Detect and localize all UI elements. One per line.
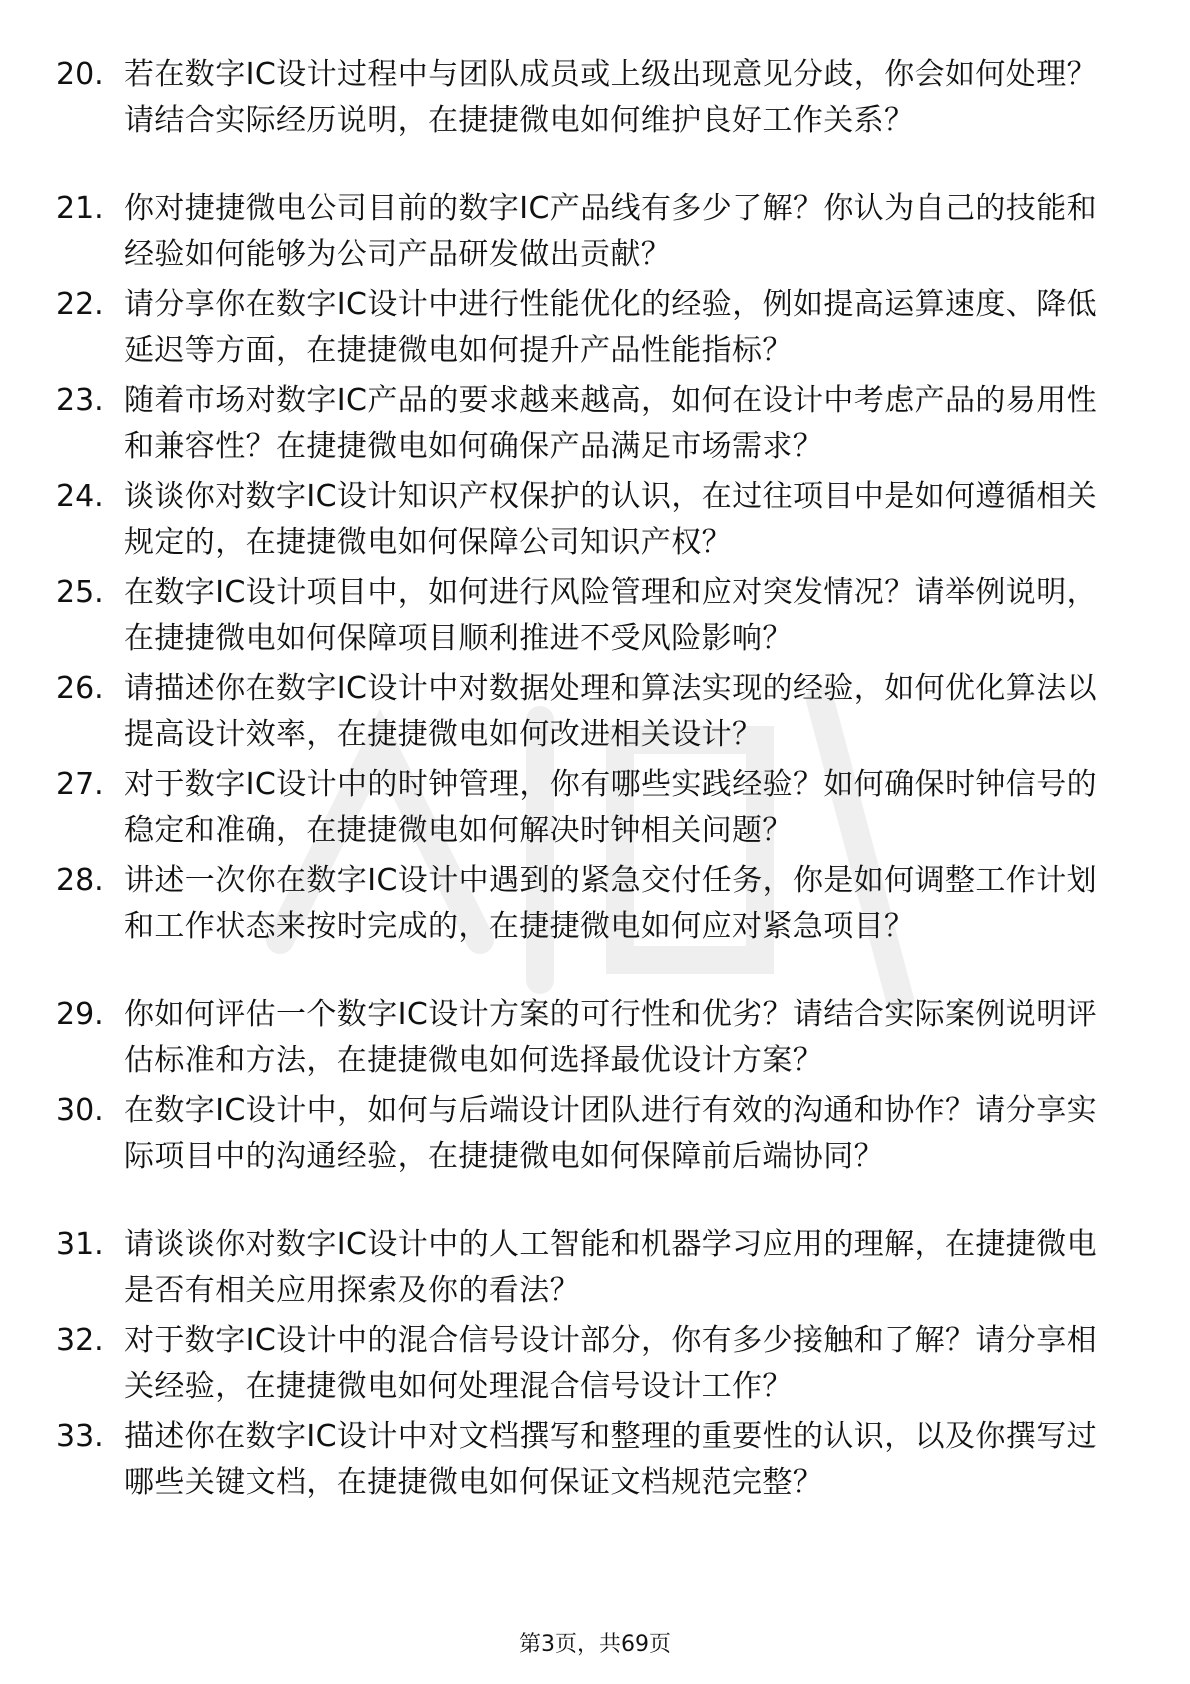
question-text: 若在数字IC设计过程中与团队成员或上级出现意见分歧，你会如何处理？请结合实际经历说明，在捷捷微电如何维护良好工作关系？: [124, 57, 1097, 138]
question-text: 在数字IC设计项目中，如何进行风险管理和应对突发情况？请举例说明，在捷捷微电如何保障项目顺利推进不受风险影响？: [124, 575, 1097, 656]
question-number: 29.: [56, 997, 104, 1032]
question-number: 23.: [56, 383, 104, 418]
question-24: [56, 474, 1116, 566]
question-number: 33.: [56, 1419, 104, 1454]
question-26: [56, 666, 1116, 758]
question-text: 请谈谈你对数字IC设计中的人工智能和机器学习应用的理解，在捷捷微电是否有相关应用探索及你的看法？: [124, 1227, 1097, 1308]
question-27: [56, 762, 1116, 854]
question-number: 22.: [56, 287, 104, 322]
question-number: 24.: [56, 479, 104, 514]
question-30: [56, 1088, 1116, 1180]
question-number: 26.: [56, 671, 104, 706]
question-text: 在数字IC设计中，如何与后端设计团队进行有效的沟通和协作？请分享实际项目中的沟通经验，在捷捷微电如何保障前后端协同？: [124, 1093, 1097, 1174]
question-text: 谈谈你对数字IC设计知识产权保护的认识，在过往项目中是如何遵循相关规定的，在捷捷微电如何保障公司知识产权？: [124, 479, 1097, 560]
question-number: 25.: [56, 575, 104, 610]
question-28: [56, 858, 1116, 950]
question-number: 32.: [56, 1323, 104, 1358]
question-number: 27.: [56, 767, 104, 802]
question-22: [56, 282, 1116, 374]
question-text: 对于数字IC设计中的混合信号设计部分，你有多少接触和了解？请分享相关经验，在捷捷微电如何处理混合信号设计工作？: [124, 1323, 1097, 1404]
question-23: [56, 378, 1116, 470]
question-text: 你如何评估一个数字IC设计方案的可行性和优劣？请结合实际案例说明评估标准和方法，在捷捷微电如何选择最优设计方案？: [124, 997, 1097, 1078]
question-number: 30.: [56, 1093, 104, 1128]
question-text: 请描述你在数字IC设计中对数据处理和算法实现的经验，如何优化算法以提高设计效率，在捷捷微电如何改进相关设计？: [124, 671, 1097, 752]
question-25: [56, 570, 1116, 662]
question-text: 请分享你在数字IC设计中进行性能优化的经验，例如提高运算速度、降低延迟等方面，在捷捷微电如何提升产品性能指标？: [124, 287, 1097, 368]
question-20: [56, 52, 1116, 144]
question-number: 28.: [56, 863, 104, 898]
question-29: [56, 992, 1116, 1084]
question-number: 20.: [56, 57, 104, 92]
question-number: 21.: [56, 191, 104, 226]
question-33: [56, 1414, 1116, 1506]
question-31: [56, 1222, 1116, 1314]
question-text: 对于数字IC设计中的时钟管理，你有哪些实践经验？如何确保时钟信号的稳定和准确，在捷捷微电如何解决时钟相关问题？: [124, 767, 1097, 848]
question-text: 描述你在数字IC设计中对文档撰写和整理的重要性的认识，以及你撰写过哪些关键文档，在捷捷微电如何保证文档规范完整？: [124, 1419, 1097, 1500]
question-21: [56, 186, 1116, 278]
question-number: 31.: [56, 1227, 104, 1262]
question-text: 讲述一次你在数字IC设计中遇到的紧急交付任务，你是如何调整工作计划和工作状态来按时完成的，在捷捷微电如何应对紧急项目？: [124, 863, 1097, 944]
question-text: 你对捷捷微电公司目前的数字IC产品线有多少了解？你认为自己的技能和经验如何能够为公司产品研发做出贡献？: [124, 191, 1097, 272]
question-text: 随着市场对数字IC产品的要求越来越高，如何在设计中考虑产品的易用性和兼容性？在捷捷微电如何确保产品满足市场需求？: [124, 383, 1097, 464]
page-number-footer: 第3页，共69页: [519, 1632, 671, 1657]
question-32: [56, 1318, 1116, 1410]
